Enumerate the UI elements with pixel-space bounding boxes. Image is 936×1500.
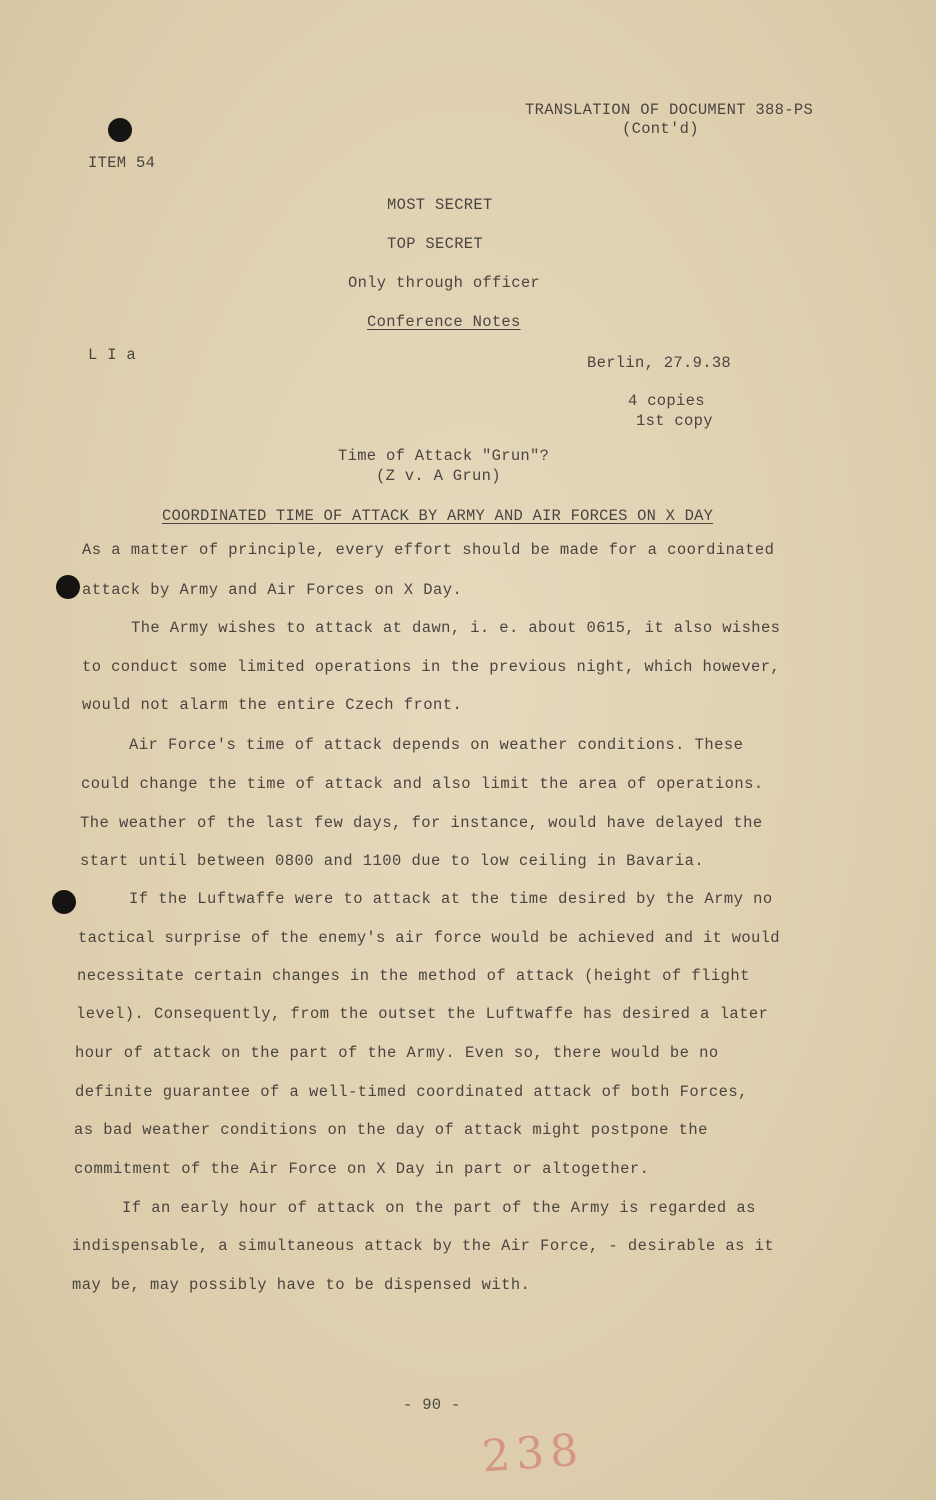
body-line: The weather of the last few days, for instance, would have delayed the xyxy=(80,814,763,832)
body-line: would not alarm the entire Czech front. xyxy=(82,696,463,714)
body-line: start until between 0800 and 1100 due to low ceiling in Bavaria. xyxy=(80,852,705,870)
item-number: ITEM 54 xyxy=(88,154,156,172)
body-line: As a matter of principle, every effort should be made for a coordinated xyxy=(82,541,775,559)
contd-label: (Cont'd) xyxy=(622,120,699,138)
subject-line: Time of Attack "Grun"? xyxy=(338,447,550,465)
copies-count: 4 copies xyxy=(628,392,705,410)
body-line: commitment of the Air Force on X Day in part or altogether. xyxy=(74,1160,650,1178)
body-line: indispensable, a simultaneous attack by the Air Force, - desirable as it xyxy=(72,1237,775,1255)
body-line: If an early hour of attack on the part of the Army is regarded as xyxy=(122,1199,756,1217)
body-line: Air Force's time of attack depends on weather conditions. These xyxy=(129,736,744,754)
body-line: could change the time of attack and also limit the area of operations. xyxy=(81,775,764,793)
body-line: level). Consequently, from the outset the Luftwaffe has desired a later xyxy=(76,1005,769,1023)
reference-code: L I a xyxy=(88,346,137,364)
subject-code: (Z v. A Grun) xyxy=(376,467,501,485)
body-line: as bad weather conditions on the day of attack might postpone the xyxy=(74,1121,708,1139)
dateline: Berlin, 27.9.38 xyxy=(587,354,732,372)
copy-number: 1st copy xyxy=(636,412,713,430)
classification-top-secret: TOP SECRET xyxy=(387,235,484,253)
body-line: necessitate certain changes in the method of attack (height of flight xyxy=(77,967,750,985)
body-line: definite guarantee of a well-timed coordinated attack of both Forces, xyxy=(75,1083,748,1101)
body-line: may be, may possibly have to be dispensed with. xyxy=(72,1276,531,1294)
document-type: Conference Notes xyxy=(367,313,521,331)
classification-most-secret: MOST SECRET xyxy=(387,196,493,214)
body-line: If the Luftwaffe were to attack at the time desired by the Army no xyxy=(129,890,773,908)
body-line: hour of attack on the part of the Army. Even so, there would be no xyxy=(75,1044,719,1062)
translation-title: TRANSLATION OF DOCUMENT 388-PS xyxy=(525,101,814,119)
handwritten-stamp-number: 238 xyxy=(480,1424,586,1483)
body-line: to conduct some limited operations in the previous night, which however, xyxy=(82,658,781,676)
routing-note: Only through officer xyxy=(348,274,541,292)
section-heading: COORDINATED TIME OF ATTACK BY ARMY AND AIR FORCES ON X DAY xyxy=(162,507,714,525)
page-number: - 90 - xyxy=(403,1396,461,1414)
body-line: attack by Army and Air Forces on X Day. xyxy=(82,581,463,599)
body-line: The Army wishes to attack at dawn, i. e. about 0615, it also wishes xyxy=(131,619,781,637)
body-line: tactical surprise of the enemy's air force would be achieved and it would xyxy=(78,929,780,947)
